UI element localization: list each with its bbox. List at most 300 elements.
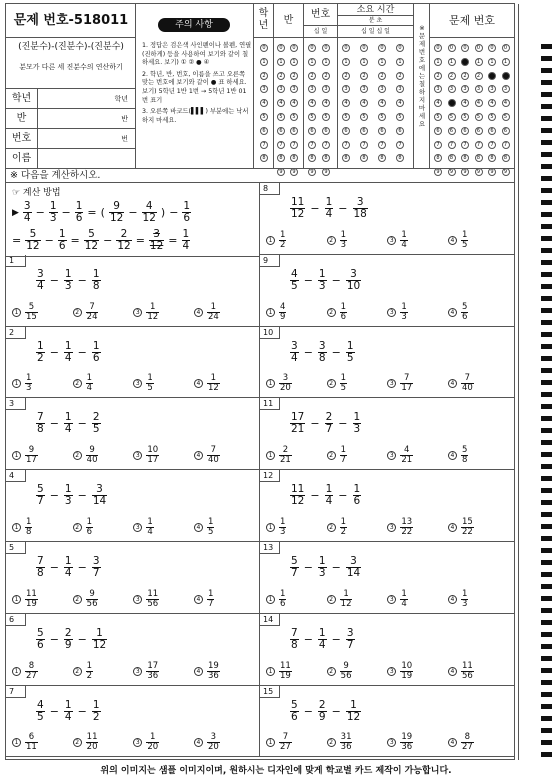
answer-choice[interactable]: 2 1 4 (73, 374, 133, 393)
timing-mark (541, 344, 552, 349)
omr-bubble[interactable]: 5 (396, 113, 404, 121)
omr-bubble[interactable]: 1 (290, 58, 298, 66)
omr-bubble[interactable]: 1 (378, 58, 386, 66)
omr-bubble[interactable]: 5 (277, 113, 285, 121)
answer-choice[interactable]: 4 19 36 (194, 662, 254, 681)
info-label: 이름 (6, 149, 38, 168)
choice-number: 4 (194, 738, 203, 747)
info-row[interactable] (6, 108, 136, 128)
class-column (274, 4, 304, 176)
timing-mark (541, 296, 552, 301)
answer-choice[interactable]: 3 10 17 (133, 446, 193, 465)
omr-bubble[interactable] (488, 72, 496, 80)
omr-bubble[interactable]: 2 (396, 72, 404, 80)
answer-choice[interactable]: 4 8 27 (448, 733, 508, 752)
example-line-1: ▶ 3 4 − $\frac{1}{3}$ − $\frac{1}{6}$ = ( 9 12 − $\frac{4}{12}$ ) − $\frac{1}{6}$ (12, 200, 191, 224)
answer-choice[interactable]: 3 1 20 (133, 733, 193, 752)
omr-bubble[interactable]: 4 (360, 99, 368, 107)
omr-bubble[interactable]: 7 (378, 141, 386, 149)
omr-bubble[interactable]: 8 (475, 154, 483, 162)
problem-cell (6, 398, 260, 470)
choice-number: 2 (73, 308, 82, 317)
answer-choices (266, 231, 508, 250)
answer-choice[interactable]: 4 1 7 (194, 590, 254, 609)
info-row[interactable] (6, 148, 136, 168)
omr-bubble[interactable]: 3 (342, 85, 350, 93)
answer-choice[interactable]: 4 1 24 (194, 303, 254, 322)
omr-bubble[interactable]: 4 (475, 99, 483, 107)
answer-choice[interactable]: 1 3 20 (266, 374, 326, 393)
omr-bubble[interactable]: 3 (277, 85, 285, 93)
timing-mark (541, 92, 552, 97)
omr-bubble[interactable]: 4 (277, 99, 285, 107)
choice-number: 2 (327, 379, 336, 388)
answer-choice[interactable]: 4 7 40 (194, 446, 254, 465)
problem-number: 3 (6, 398, 26, 410)
omr-bubble[interactable]: 5 (360, 113, 368, 121)
page-title: 문제 번호-518011 (6, 4, 136, 38)
answer-choice[interactable]: 3 1 4 (387, 590, 447, 609)
omr-bubble[interactable]: 3 (290, 85, 298, 93)
choice-number: 4 (448, 595, 457, 604)
info-row[interactable] (6, 128, 136, 148)
timing-marks (518, 4, 552, 760)
omr-bubble[interactable]: 7 (308, 141, 316, 149)
answer-choice[interactable]: 2 1 6 (327, 303, 387, 322)
omr-bubble[interactable]: 9 (290, 168, 298, 176)
omr-bubble[interactable]: 3 (260, 85, 268, 93)
omr-bubble[interactable]: 1 (342, 58, 350, 66)
omr-bubble[interactable]: 9 (488, 168, 496, 176)
grade-label: 학년 (254, 4, 273, 38)
omr-bubble[interactable]: 4 (396, 99, 404, 107)
choice-number: 3 (133, 738, 142, 747)
omr-bubble[interactable]: 2 (475, 72, 483, 80)
timing-mark (541, 608, 552, 613)
answer-choice[interactable]: 3 1 4 (133, 518, 193, 537)
omr-bubble[interactable]: 6 (290, 127, 298, 135)
omr-bubble[interactable]: 8 (360, 154, 368, 162)
answer-choice[interactable]: 4 3 20 (194, 733, 254, 752)
omr-bubble[interactable]: 5 (434, 113, 442, 121)
answer-choice[interactable]: 1 11 19 (266, 662, 326, 681)
timing-mark (541, 80, 552, 85)
choice-number: 1 (266, 595, 275, 604)
omr-bubble[interactable]: 4 (502, 99, 510, 107)
omr-bubble[interactable]: 9 (322, 168, 330, 176)
answer-choice[interactable]: 3 19 36 (387, 733, 447, 752)
omr-bubble[interactable]: 5 (342, 113, 350, 121)
omr-bubble[interactable]: 0 (461, 44, 469, 52)
omr-bubble[interactable]: 6 (360, 127, 368, 135)
problem-cell (6, 542, 260, 614)
omr-bubble[interactable]: 1 (396, 58, 404, 66)
timing-mark (541, 140, 552, 145)
omr-bubble[interactable]: 5 (322, 113, 330, 121)
omr-bubble[interactable]: 3 (475, 85, 483, 93)
omr-bubble[interactable]: 2 (342, 72, 350, 80)
omr-bubble[interactable]: 2 (461, 72, 469, 80)
omr-bubble[interactable]: 7 (434, 141, 442, 149)
omr-bubble[interactable]: 8 (277, 154, 285, 162)
notice-item: 2. 학년, 반, 번호, 이름을 쓰고 오른쪽 맞는 번호에 보기와 같이 ● 표 하세요. 보기) 5학년 1반 1번 → 5학년 1반 01번 표기 (142, 70, 247, 104)
answer-choice[interactable]: 2 1 3 (327, 231, 387, 250)
answer-choice[interactable]: 4 15 22 (448, 518, 508, 537)
omr-bubble[interactable]: 7 (342, 141, 350, 149)
omr-bubble[interactable]: 1 (475, 58, 483, 66)
omr-bubble[interactable]: 8 (488, 154, 496, 162)
instruction: ※ 다음을 계산하시오. (6, 169, 514, 183)
omr-bubble[interactable]: 6 (277, 127, 285, 135)
timing-mark (541, 236, 552, 241)
answer-choice[interactable]: 1 1 3 (12, 374, 72, 393)
answer-choice[interactable]: 1 1 2 (266, 231, 326, 250)
omr-bubble[interactable]: 1 (434, 58, 442, 66)
omr-bubble[interactable]: 8 (378, 154, 386, 162)
notice-box (136, 4, 254, 169)
omr-bubble[interactable]: 4 (342, 99, 350, 107)
omr-bubble[interactable]: 3 (434, 85, 442, 93)
omr-bubble[interactable]: 5 (502, 113, 510, 121)
omr-bubble[interactable]: 1 (260, 58, 268, 66)
timing-mark (541, 68, 552, 73)
omr-bubble[interactable]: 0 (502, 44, 510, 52)
answer-choice[interactable]: 2 7 24 (73, 303, 133, 322)
omr-bubble[interactable]: 1 (322, 58, 330, 66)
omr-bubble[interactable]: 4 (488, 99, 496, 107)
answer-choice[interactable]: 4 7 40 (448, 374, 508, 393)
omr-bubble[interactable]: 6 (260, 127, 268, 135)
omr-bubble[interactable]: 2 (378, 72, 386, 80)
omr-bubble[interactable]: 7 (322, 141, 330, 149)
omr-bubble[interactable]: 4 (290, 99, 298, 107)
choice-number: 4 (194, 379, 203, 388)
omr-bubble[interactable]: 8 (342, 154, 350, 162)
omr-bubble[interactable]: 0 (308, 44, 316, 52)
problem-number: 9 (260, 255, 280, 267)
omr-bubble[interactable]: 6 (396, 127, 404, 135)
omr-bubble[interactable]: 8 (396, 154, 404, 162)
omr-bubble[interactable]: 3 (461, 85, 469, 93)
omr-bubble[interactable]: 3 (488, 85, 496, 93)
omr-bubble[interactable]: 9 (308, 168, 316, 176)
answer-choice[interactable]: 1 2 21 (266, 446, 326, 465)
omr-bubble[interactable]: 8 (260, 154, 268, 162)
choice-number: 3 (387, 667, 396, 676)
answer-choice[interactable]: 2 1 6 (73, 518, 133, 537)
omr-bubble[interactable]: 9 (502, 168, 510, 176)
omr-bubble[interactable]: 8 (290, 154, 298, 162)
answer-choice[interactable]: 3 1 4 (387, 231, 447, 250)
omr-bubble[interactable]: 9 (434, 168, 442, 176)
omr-bubble[interactable]: 7 (488, 141, 496, 149)
timing-mark (541, 668, 552, 673)
omr-bubble[interactable]: 0 (342, 44, 350, 52)
omr-bubble[interactable]: 1 (277, 58, 285, 66)
answer-choice[interactable]: 4 1 12 (194, 374, 254, 393)
omr-bubble[interactable]: 3 (502, 85, 510, 93)
answer-choice[interactable]: 3 1 3 (387, 303, 447, 322)
problem-number: 10 (260, 327, 280, 339)
timing-mark (541, 692, 552, 697)
omr-bubble[interactable]: 3 (396, 85, 404, 93)
notice-title: 주의 사항 (158, 18, 230, 32)
info-row[interactable] (6, 88, 136, 108)
omr-bubble[interactable]: 3 (378, 85, 386, 93)
omr-bubble[interactable]: 0 (434, 44, 442, 52)
answer-choice[interactable]: 3 10 19 (387, 662, 447, 681)
problem-number: 15 (260, 686, 280, 698)
answer-choice[interactable]: 1 11 19 (12, 590, 72, 609)
choice-number: 3 (387, 379, 396, 388)
omr-bubble[interactable]: 8 (308, 154, 316, 162)
omr-bubble[interactable]: 9 (277, 168, 285, 176)
problem-cell (6, 686, 260, 758)
answer-choice[interactable]: 3 1 5 (133, 374, 193, 393)
omr-bubble[interactable]: 6 (378, 127, 386, 135)
omr-bubble[interactable]: 4 (322, 99, 330, 107)
omr-bubble[interactable]: 1 (488, 58, 496, 66)
omr-bubble[interactable]: 7 (260, 141, 268, 149)
answer-choice[interactable]: 2 1 2 (73, 662, 133, 681)
answer-choice[interactable]: 3 11 56 (133, 590, 193, 609)
answer-choice[interactable]: 2 9 40 (73, 446, 133, 465)
timing-mark (541, 380, 552, 385)
omr-bubble[interactable]: 9 (461, 168, 469, 176)
omr-bubble[interactable]: 5 (475, 113, 483, 121)
omr-bubble[interactable]: 0 (360, 44, 368, 52)
answer-choices (12, 374, 254, 393)
omr-bubble[interactable]: 6 (448, 127, 456, 135)
timing-mark (541, 500, 552, 505)
answer-choice[interactable]: 4 1 5 (448, 231, 508, 250)
omr-bubble[interactable]: 6 (461, 127, 469, 135)
answer-choice[interactable]: 1 5 15 (12, 303, 72, 322)
omr-bubble[interactable]: 5 (260, 113, 268, 121)
omr-bubble[interactable]: 7 (502, 141, 510, 149)
omr-bubble[interactable]: 0 (475, 44, 483, 52)
time-label: 소요 시간 (338, 4, 413, 16)
omr-bubble[interactable]: 2 (308, 72, 316, 80)
omr-bubble[interactable]: 0 (290, 44, 298, 52)
omr-bubble[interactable]: 6 (502, 127, 510, 135)
answer-choice[interactable]: 1 4 9 (266, 303, 326, 322)
omr-bubble[interactable]: 1 (360, 58, 368, 66)
omr-bubble[interactable] (502, 72, 510, 80)
answer-choice[interactable]: 4 5 8 (448, 446, 508, 465)
answer-choice[interactable]: 1 1 6 (266, 590, 326, 609)
omr-bubble[interactable]: 7 (396, 141, 404, 149)
answer-choice[interactable]: 2 9 56 (73, 590, 133, 609)
choice-number: 1 (12, 451, 21, 460)
omr-bubble[interactable]: 4 (378, 99, 386, 107)
omr-bubble[interactable]: 8 (502, 154, 510, 162)
problem-cell (260, 183, 514, 255)
choice-number: 3 (133, 523, 142, 532)
answer-choice[interactable]: 2 31 36 (327, 733, 387, 752)
omr-bubble[interactable]: 5 (308, 113, 316, 121)
omr-bubble[interactable]: 2 (434, 72, 442, 80)
omr-bubble[interactable]: 7 (277, 141, 285, 149)
answer-choice[interactable]: 3 1 12 (133, 303, 193, 322)
timing-mark (541, 116, 552, 121)
timing-mark (541, 644, 552, 649)
omr-bubble[interactable]: 6 (434, 127, 442, 135)
omr-bubble[interactable]: 8 (434, 154, 442, 162)
answer-choice[interactable]: 3 13 22 (387, 518, 447, 537)
info-label: 반 (6, 109, 38, 128)
omr-bubble[interactable]: 2 (277, 72, 285, 80)
omr-bubble[interactable]: 7 (290, 141, 298, 149)
answer-choice[interactable]: 1 9 17 (12, 446, 72, 465)
omr-bubble[interactable]: 6 (322, 127, 330, 135)
timing-mark (541, 284, 552, 289)
omr-bubble[interactable]: 6 (488, 127, 496, 135)
timing-mark (541, 224, 552, 229)
problem-number: 13 (260, 542, 280, 554)
omr-bubble[interactable] (448, 99, 456, 107)
omr-bubble[interactable]: 8 (322, 154, 330, 162)
choice-number: 4 (448, 523, 457, 532)
timing-mark (541, 404, 552, 409)
omr-bubble[interactable]: 7 (448, 141, 456, 149)
omr-bubble[interactable]: 0 (396, 44, 404, 52)
omr-bubble[interactable]: 5 (488, 113, 496, 121)
answer-choice[interactable]: 1 7 27 (266, 733, 326, 752)
answer-choices (12, 446, 254, 465)
omr-bubble[interactable]: 0 (322, 44, 330, 52)
problem-number-column (430, 4, 514, 176)
choice-number: 2 (73, 595, 82, 604)
choice-number: 4 (448, 451, 457, 460)
omr-bubble[interactable]: 2 (290, 72, 298, 80)
timing-mark (541, 716, 552, 721)
timing-mark (541, 188, 552, 193)
answer-choices (266, 446, 508, 465)
answer-choices (12, 733, 254, 752)
number-column (304, 4, 338, 176)
answer-choice[interactable]: 1 6 11 (12, 733, 72, 752)
omr-bubble[interactable]: 3 (448, 85, 456, 93)
choice-number: 2 (73, 451, 82, 460)
choice-number: 3 (387, 738, 396, 747)
omr-bubble[interactable]: 9 (475, 168, 483, 176)
omr-bubble[interactable] (461, 58, 469, 66)
omr-bubble[interactable]: 2 (260, 72, 268, 80)
omr-bubble[interactable]: 4 (308, 99, 316, 107)
omr-bubble[interactable]: 3 (360, 85, 368, 93)
timing-mark (541, 128, 552, 133)
problem-expression: 11 12 − $\frac{1}{4}$ − $\frac{3}{18}$ (291, 196, 367, 220)
omr-bubble[interactable]: 8 (461, 154, 469, 162)
problem-cell (6, 327, 260, 399)
answer-choice[interactable]: 1 8 27 (12, 662, 72, 681)
answer-choice[interactable]: 3 17 36 (133, 662, 193, 681)
problem-expression: 1 2 − $\frac{1}{4}$ − $\frac{1}{6}$ (37, 339, 100, 364)
omr-bubble[interactable]: 7 (475, 141, 483, 149)
timing-mark (541, 620, 552, 625)
omr-bubble[interactable]: 6 (342, 127, 350, 135)
omr-bubble[interactable]: 3 (322, 85, 330, 93)
choice-number: 2 (73, 738, 82, 747)
answer-choices (12, 662, 254, 681)
problem-number: 6 (6, 614, 26, 626)
problem-number: 5 (6, 542, 26, 554)
example-box (6, 183, 260, 257)
answer-choice[interactable]: 2 1 5 (327, 374, 387, 393)
choice-number: 1 (266, 451, 275, 460)
notice-list (142, 42, 252, 128)
omr-bubble[interactable]: 0 (260, 44, 268, 52)
answer-choice[interactable]: 2 1 7 (327, 446, 387, 465)
answer-choice[interactable]: 1 1 3 (266, 518, 326, 537)
omr-bubble[interactable]: 3 (308, 85, 316, 93)
omr-bubble[interactable]: 7 (461, 141, 469, 149)
answer-choice[interactable]: 4 11 56 (448, 662, 508, 681)
answer-choice[interactable]: 2 9 56 (327, 662, 387, 681)
omr-bubble[interactable]: 5 (448, 113, 456, 121)
answer-choice[interactable]: 2 1 12 (327, 590, 387, 609)
info-value: 번 (121, 135, 128, 143)
answer-choice[interactable]: 3 4 21 (387, 446, 447, 465)
omr-bubble[interactable]: 0 (378, 44, 386, 52)
answer-sheet (5, 3, 515, 760)
omr-bubble[interactable]: 5 (378, 113, 386, 121)
omr-bubble[interactable]: 0 (448, 44, 456, 52)
answer-choice[interactable]: 4 5 6 (448, 303, 508, 322)
omr-bubble[interactable]: 8 (448, 154, 456, 162)
omr-bubble[interactable]: 5 (461, 113, 469, 121)
answer-choice[interactable]: 1 1 8 (12, 518, 72, 537)
timing-mark (541, 596, 552, 601)
timing-mark (541, 200, 552, 205)
omr-bubble[interactable]: 7 (360, 141, 368, 149)
omr-bubble[interactable]: 1 (448, 58, 456, 66)
omr-bubble[interactable]: 4 (434, 99, 442, 107)
choice-number: 1 (266, 308, 275, 317)
timing-mark (541, 392, 552, 397)
problem-expression: 5 6 − $\frac{2}{9}$ − $\frac{1}{12}$ (37, 626, 107, 651)
omr-bubble[interactable]: 2 (360, 72, 368, 80)
omr-bubble[interactable]: 1 (502, 58, 510, 66)
answer-choice[interactable]: 4 1 3 (448, 590, 508, 609)
omr-bubble[interactable]: 9 (448, 168, 456, 176)
problem-cell (260, 470, 514, 542)
omr-bubble[interactable]: 6 (308, 127, 316, 135)
example-line-2: = $\frac{5}{12}$ − $\frac{1}{6}$ = $\frac{5}{12}$ − $\frac{2}{12}$ = $\frac{3}{12}$ = $\frac{1}{4}$ (12, 228, 190, 252)
answer-choice[interactable]: 3 7 17 (387, 374, 447, 393)
omr-bubble[interactable]: 2 (322, 72, 330, 80)
omr-bubble[interactable]: 4 (461, 99, 469, 107)
omr-bubble[interactable]: 0 (488, 44, 496, 52)
choice-number: 4 (194, 308, 203, 317)
omr-bubble[interactable]: 1 (308, 58, 316, 66)
choice-number: 3 (387, 451, 396, 460)
omr-bubble[interactable]: 5 (290, 113, 298, 121)
choice-number: 2 (73, 667, 82, 676)
omr-bubble[interactable]: 2 (448, 72, 456, 80)
problem-expression: 7 8 − $\frac{1}{4}$ − $\frac{3}{7}$ (37, 555, 100, 579)
choice-number: 1 (12, 667, 21, 676)
answer-choice[interactable]: 2 1 2 (327, 518, 387, 537)
omr-bubble[interactable]: 6 (475, 127, 483, 135)
timing-mark (541, 308, 552, 313)
omr-bubble[interactable]: 4 (260, 99, 268, 107)
answer-choice[interactable]: 2 11 20 (73, 733, 133, 752)
omr-bubble[interactable]: 0 (277, 44, 285, 52)
title-box (6, 4, 136, 169)
answer-choice[interactable]: 4 1 5 (194, 518, 254, 537)
